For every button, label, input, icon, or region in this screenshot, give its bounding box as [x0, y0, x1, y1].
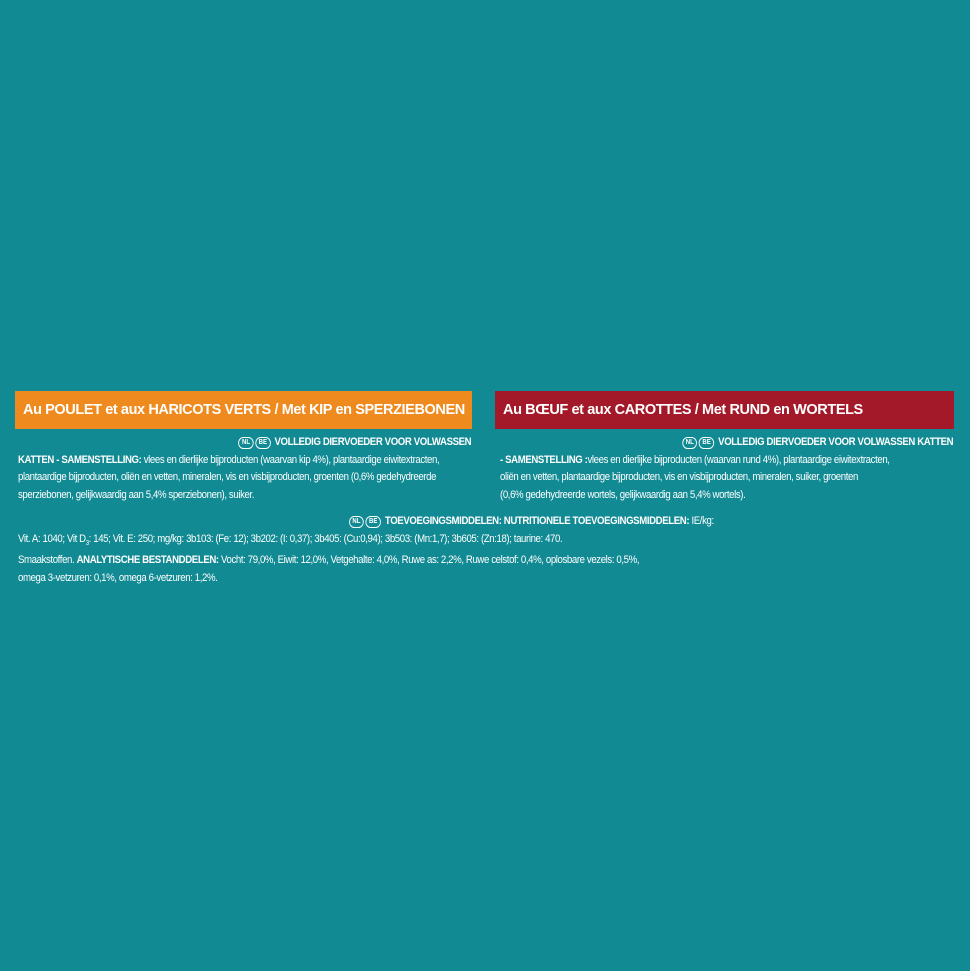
banner-beef: Au BŒUF et aux CAROTTES / Met RUND en WORTELS: [495, 391, 954, 429]
badge-nl: NL: [682, 437, 697, 449]
additives-line1-text: Vit. A: 1040; Vit D: [18, 532, 86, 545]
badge-be: BE: [699, 437, 714, 449]
heading-chicken-text: VOLLEDIG DIERVOEDER VOOR VOLWASSEN: [274, 436, 472, 448]
composition-beef-line2: oliën en vetten, plantaardige bijproducten, vis en visbijproducten, mineralen, suiker, groenten: [500, 471, 858, 484]
banner-chicken: Au POULET et aux HARICOTS VERTS / Met KIP en SPERZIEBONEN: [15, 391, 472, 429]
badge-be: BE: [255, 437, 270, 449]
composition-chicken-line2: plantaardige bijproducten, oliën en vetten, mineralen, vis en visbijproducten, groenten (0,6% gedehydreerde: [18, 471, 437, 484]
heading-beef: [500, 434, 953, 452]
additives-line1-rest: : 145; Vit. E: 250; mg/kg: 3b103: (Fe: 12); 3b202: (I: 0,37); 3b405: (Cu:0,94); 3b503: (Mn:1,7); 3b605: (Zn:18); taurine: 470.: [88, 532, 563, 545]
badge-nl: NL: [239, 437, 254, 449]
composition-chicken-line1: [18, 452, 471, 470]
analytical-heading: ANALYTISCHE BESTANDDELEN:: [76, 554, 219, 567]
additives-heading-text: TOEVOEGINGSMIDDELEN: NUTRITIONELE TOEVOEGINGSMIDDELEN:: [384, 515, 690, 527]
badge-be: BE: [366, 516, 381, 528]
additives-line2: [18, 552, 714, 570]
vitamin-d-subscript: 3: [85, 539, 89, 547]
composition-beef: [500, 434, 953, 504]
heading-chicken: [18, 434, 471, 452]
additives-line1: [18, 531, 714, 553]
composition-beef-line1: [500, 452, 953, 470]
additives-heading: [18, 513, 714, 531]
composition-chicken: [18, 434, 471, 504]
composition-chicken-line1-text: vlees en dierlijke bijproducten (waarvan kip 4%), plantaardige eiwitextracten,: [141, 453, 440, 466]
heading-beef-text: VOLLEDIG DIERVOEDER VOOR VOLWASSEN KATTEN: [718, 436, 954, 448]
additives-block: [18, 513, 714, 588]
badge-nl: NL: [349, 516, 364, 528]
composition-beef-lead: - SAMENSTELLING :: [500, 453, 588, 466]
composition-chicken-line3: sperziebonen, gelijkwaardig aan 5,4% sperziebonen), suiker.: [18, 488, 255, 501]
additives-line3: omega 3-vetzuren: 0,1%, omega 6-vetzuren: 1,2%.: [18, 572, 218, 585]
composition-beef-line3: (0,6% gedehydreerde wortels, gelijkwaardig aan 5,4% wortels).: [500, 488, 746, 501]
analytical-values: Vocht: 79,0%, Eiwit: 12,0%, Vetgehalte: 4,0%, Ruwe as: 2,2%, Ruwe celstof: 0,4%, oplosbare vezels: 0,5%,: [218, 554, 640, 567]
composition-chicken-lead: KATTEN - SAMENSTELLING:: [18, 453, 142, 466]
additives-heading-unit: IE/kg:: [689, 515, 714, 527]
flavourings-text: Smaakstoffen.: [18, 554, 77, 567]
composition-beef-line1-text: vlees en dierlijke bijproducten (waarvan rund 4%), plantaardige eiwitextracten,: [587, 453, 890, 466]
